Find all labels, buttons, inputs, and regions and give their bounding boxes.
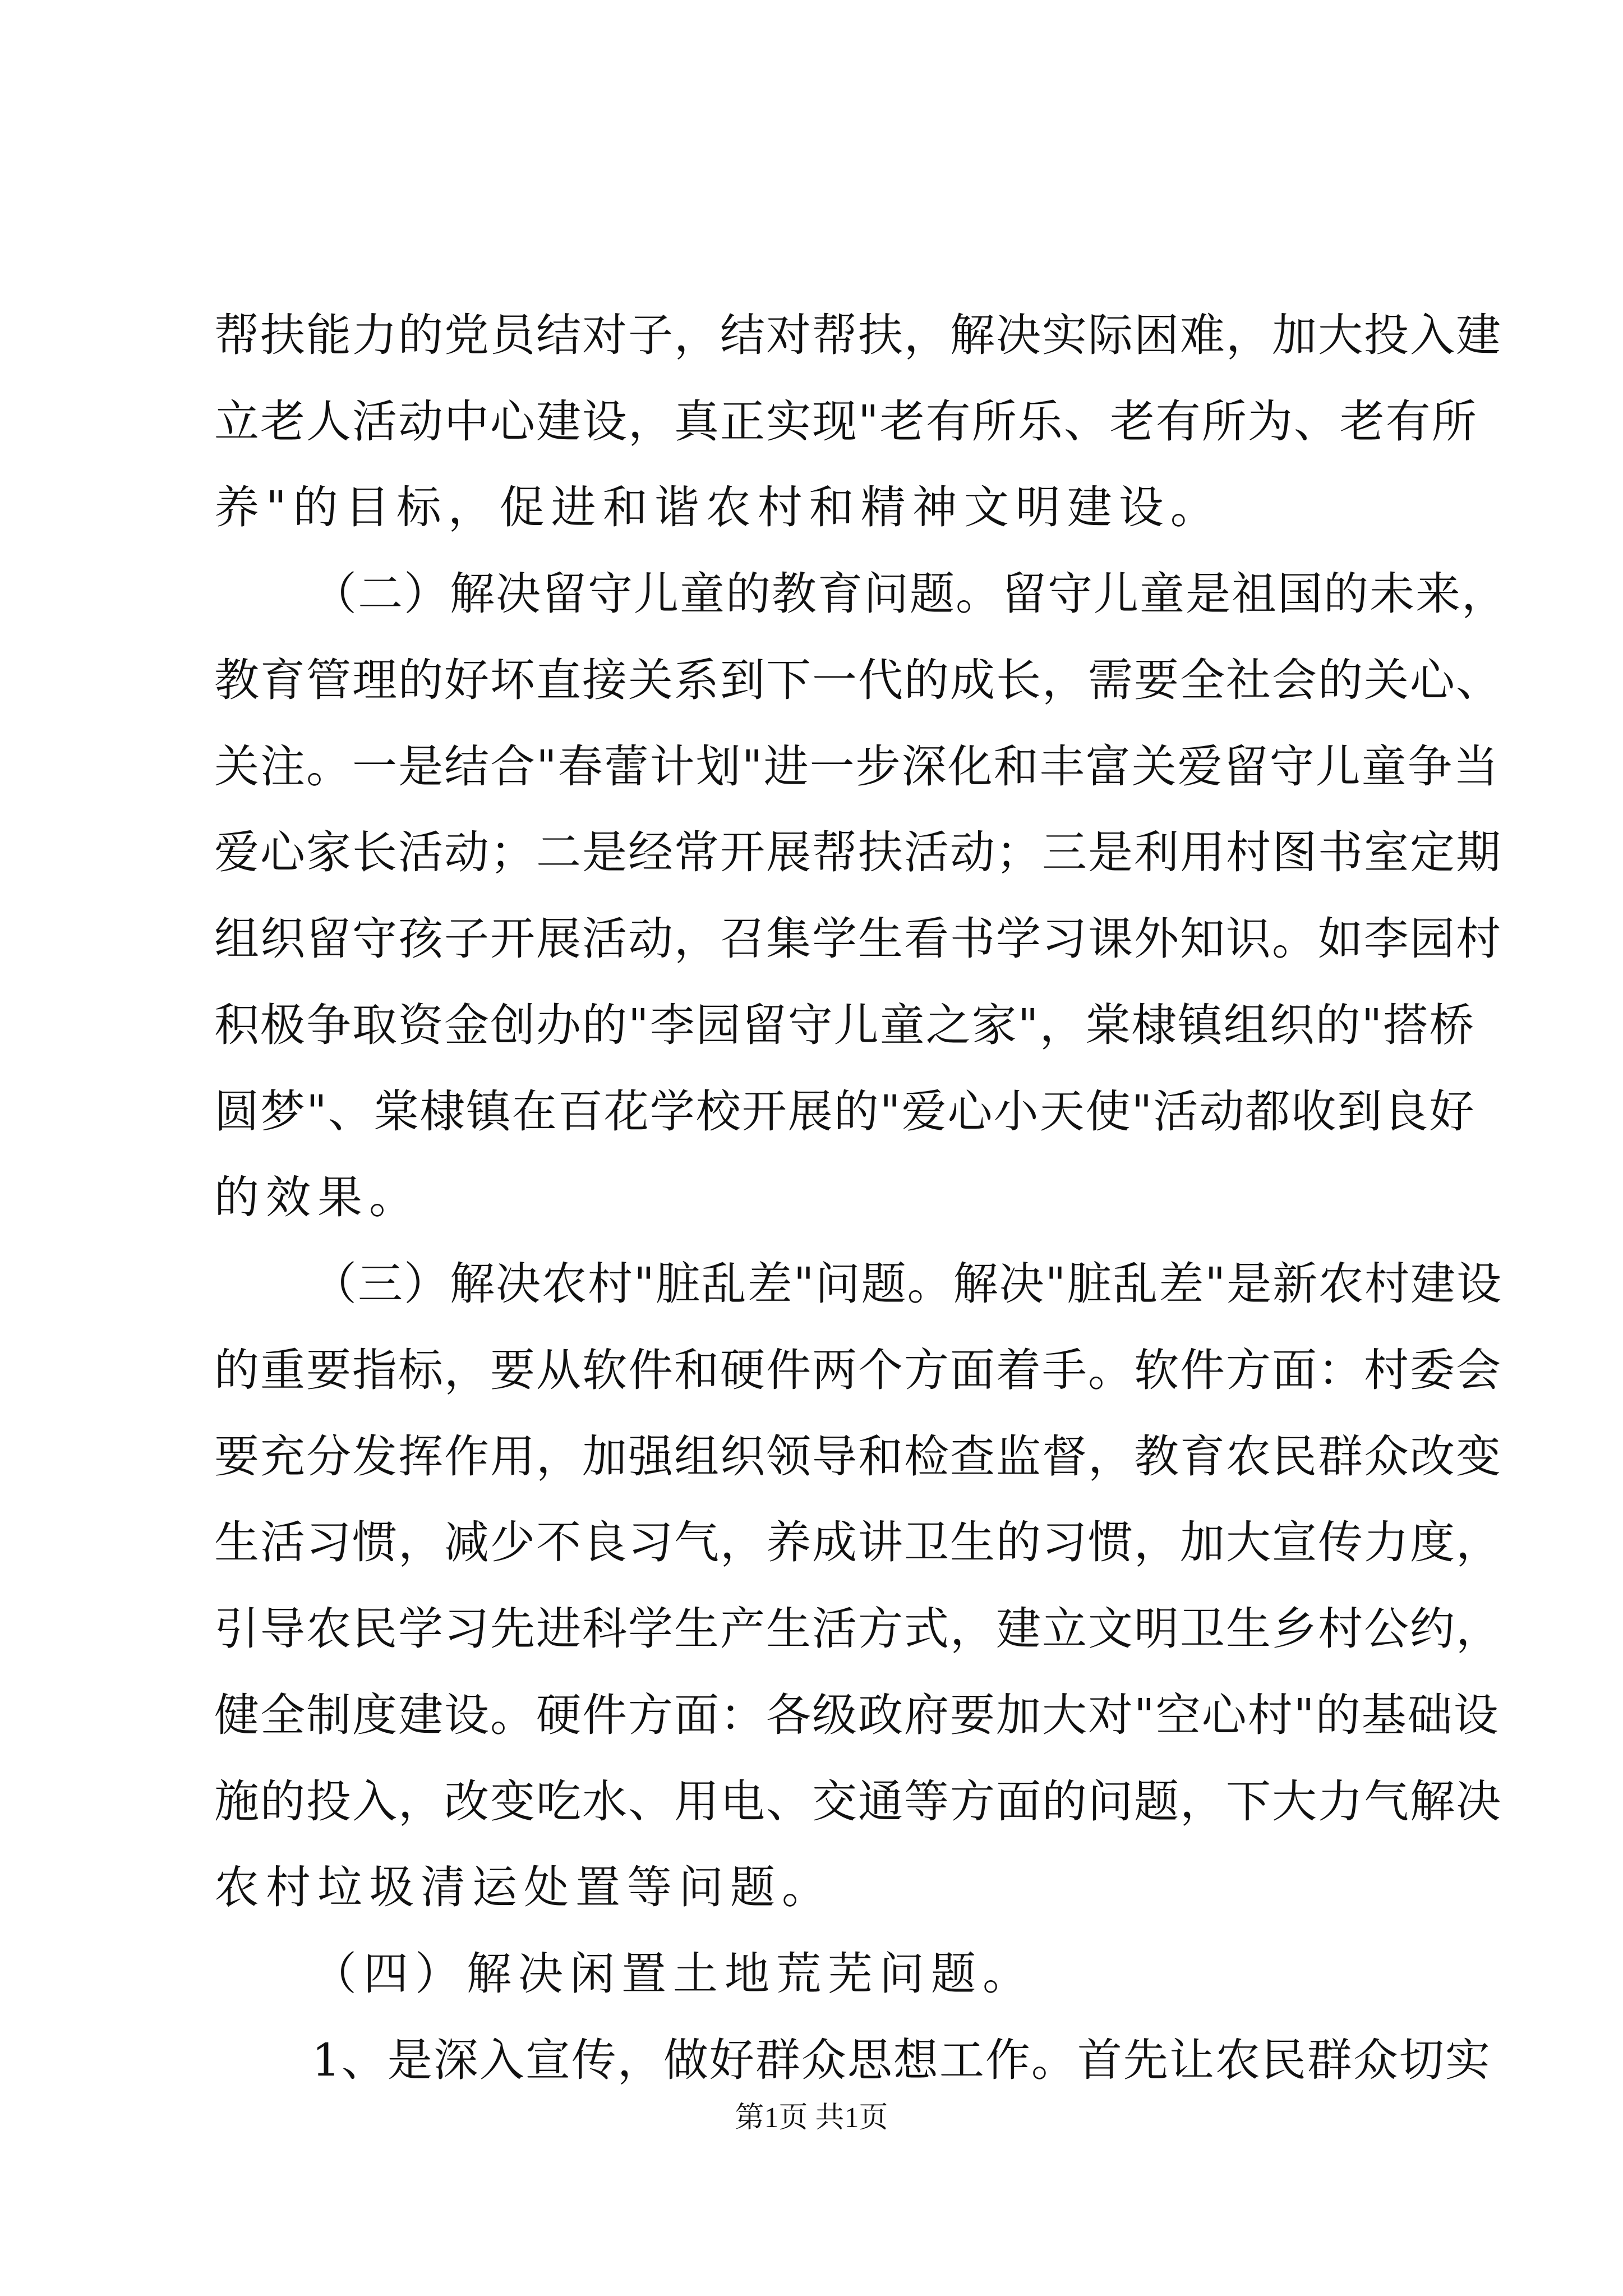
body-line: 农村垃圾清运处置等问题。: [214, 1861, 833, 1913]
body-line: 的效果。: [214, 1171, 421, 1223]
body-line: 积极争取资金创办的"李园留守儿童之家"，棠棣镇组织的"搭桥: [214, 999, 1476, 1051]
body-line: 关注。一是结合"春蕾计划"进一步深化和丰富关爱留守儿童争当: [214, 740, 1500, 793]
body-line: 养"的目标，促进和谐农村和精神文明建设。: [214, 481, 1222, 533]
body-line: 立老人活动中心建设，真正实现"老有所乐、老有所为、老有所: [214, 395, 1478, 448]
paragraph-heading-3: （三）解决农村"脏乱差"问题。解决"脏乱差"是新农村建设: [312, 1258, 1503, 1310]
body-line: 的重要指标，要从软件和硬件两个方面着手。软件方面：村委会: [214, 1344, 1502, 1396]
body-line: 施的投入，改变吃水、用电、交通等方面的问题，下大力气解决: [214, 1775, 1502, 1828]
body-line: 生活习惯，减少不良习气，养成讲卫生的习惯，加大宣传力度，: [214, 1516, 1502, 1568]
paragraph-heading-2: （二）解决留守儿童的教育问题。留守儿童是祖国的未来，: [312, 568, 1507, 620]
body-line: 要充分发挥作用，加强组织领导和检查监督，教育农民群众改变: [214, 1430, 1502, 1483]
body-line: 教育管理的好坏直接关系到下一代的成长，需要全社会的关心、: [214, 654, 1502, 706]
body-line: 引导农民学习先进科学生产生活方式，建立文明卫生乡村公约，: [214, 1603, 1502, 1655]
body-line: 帮扶能力的党员结对子，结对帮扶，解决实际困难，加大投入建: [214, 309, 1502, 361]
body-line: 健全制度建设。硬件方面：各级政府要加大对"空心村"的基础设: [214, 1689, 1500, 1741]
page-number-footer: 第1页 共1页: [735, 2102, 888, 2134]
body-line: 爱心家长活动；二是经常开展帮扶活动；三是利用村图书室定期: [214, 826, 1502, 878]
body-line: 圆梦"、棠棣镇在百花学校开展的"爱心小天使"活动都收到良好: [214, 1085, 1476, 1138]
body-line: 组织留守孩子开展活动，召集学生看书学习课外知识。如李园村: [214, 913, 1502, 965]
paragraph-heading-4: （四）解决闲置土地荒芜问题。: [312, 1948, 1034, 2000]
numbered-item: 1、是深入宣传，做好群众思想工作。首先让农民群众切实: [312, 2034, 1491, 2086]
